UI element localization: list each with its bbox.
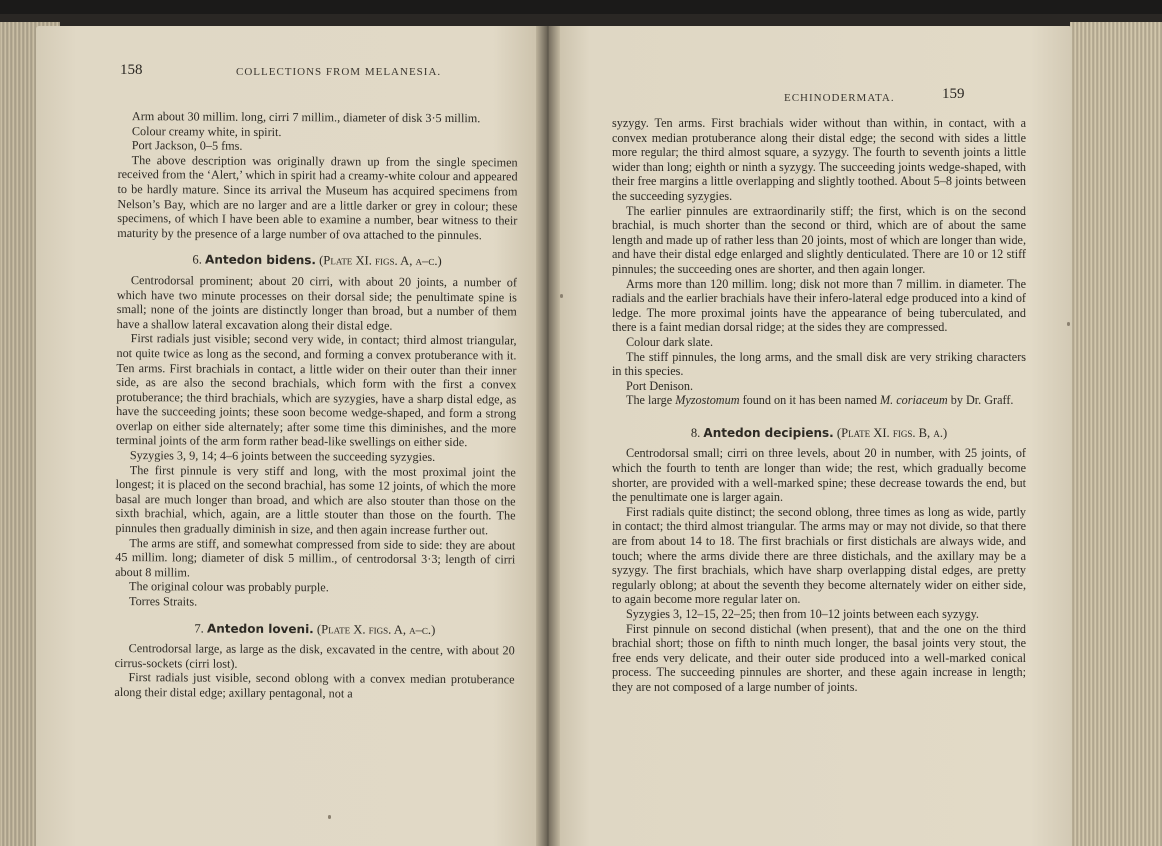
paragraph: Torres Straits. (128, 594, 198, 609)
paragraph: First pinnule on second distichal (when present), that and the one on the third brachial short; those on fifth to ninth much longer, the basal joints very stout, the free ends very delicate, and their outer side produced into a well-marked conical process. The succeeding pinnules are shorter, and these again increase in length; they are not composed of a large number of joints. (612, 621, 1026, 694)
section-heading-8: 8. Antedon decipiens. (Plate XI. figs. B, a.) (690, 425, 948, 440)
paragraph: Colour creamy white, in spirit. (131, 123, 282, 139)
paragraph: The arms are stiff, and somewhat compressed from side to side: they are about 45 millim. long; diameter of disk 5 millim., of centrodorsal 3·3; length of cirri about 8 millim. (115, 535, 516, 580)
paragraph: Arm about 30 millim. long, cirri 7 millim., diameter of disk 3·5 millim. (131, 109, 481, 126)
left-text-column (114, 109, 518, 702)
paragraph: The stiff pinnules, the long arms, and the small disk are very striking characters in this species. (612, 349, 1026, 379)
right-page-edges (1070, 22, 1162, 846)
paragraph: Centrodorsal large, as large as the disk, excavated in the centre, with about 20 cirrus-sockets (cirri lost). (114, 641, 515, 671)
paragraph: The earlier pinnules are extraordinarily stiff; the first, which is on the second brachial, is much shorter than the second or third, which are of about the same length and made up of rather less than 20 joints, most of which are longer than wide, and have their distal edge enlarged and slightly denticulated. There are 10 or 12 stiff pinnules; the succeeding ones are shorter, and then again longer. (612, 203, 1026, 276)
species-name: Antedon bidens. (205, 252, 317, 268)
paragraph: Syzygies 3, 9, 14; 4–6 joints between the succeeding syzygies. (129, 448, 436, 465)
plate-reference: (Plate X. figs. A, a–c.) (316, 621, 436, 637)
paragraph: The original colour was probably purple. (129, 579, 329, 595)
paper-spot (560, 294, 563, 298)
section-heading-6: 6. Antedon bidens. (Plate XI. figs. A, a–c.) (192, 252, 442, 269)
paragraph: Centrodorsal small; cirri on three levels, about 20 in number, with 25 joints, of which the fourth to tenth are longer than wide; the rest, which gradually become shorter, are provided with a well-marked spine; these decrease towards the end, but the penultimate one is larger again. (612, 446, 1026, 505)
paragraph: First radials just visible; second very wide, in contact; third almost triangular, not quite twice as long as the second, and forming a convex protuberance with it. Ten arms. First brachials in contact, a little wider on their outer than their inner side, as are also the second brachials, which form with the first a convex protuberance; the third brachials, which are syzygies, have a sharp distal edge, as have the succeeding joints; these soon become wedge-shaped, and form a strong overlap on either side alternately; after some time this diminishes, and the more terminal joints of the arm form rather bead-like swellings on either side. (115, 331, 517, 450)
right-text-column (612, 116, 1026, 695)
paragraph: Port Jackson, 0–5 fms. (131, 138, 243, 153)
left-running-head: COLLECTIONS FROM MELANESIA. (236, 66, 442, 78)
paragraph: syzygy. Ten arms. First brachials wider without than within, in contact, with a convex median protuberance along their distal edge; the second with sides a little more regular; the third almost square, a syzygy. The fourth to seventh joints a little wider than long; eighth or ninth a syzygy. The succeeding joints wedge-shaped, with their free margins a little overlapping and slightly toothed. About 5–8 joints between the succeeding syzygies. (612, 116, 1026, 203)
paragraph: The first pinnule is very stiff and long, with the most proximal joint the longest; it is placed on the second brachial, has some 12 joints, of which the more basal are much longer than broad, and which are also stouter than those on the sixth brachial, which, again, are a little stouter than those on the fourth. The pinnules then gradually diminish in size, and then again increase further out. (115, 462, 516, 538)
paragraph-myzostomum: The large Myzostomum found on it has been named M. coriaceum by Dr. Graff. (626, 393, 1014, 408)
paper-spot (1067, 322, 1070, 326)
paper-spot (328, 815, 331, 819)
paragraph: Centrodorsal prominent; about 20 cirri, with about 20 joints, a number of which have two minute processes on their dorsal side; the penultimate spine is small; none of the joints are distinctly longer than broad, but a number of them have a shallow lateral excavation along their distal edge. (116, 273, 517, 333)
paragraph: The above description was originally drawn up from the single specimen received from the ‘Alert,’ which in spirit had a creamy-white colour and appeared to be hardly mature. Since its arrival the Museum has acquired specimens from Nelson’s Bay, which are no larger and are a little darker or grey in colour; these specimens, of which I have been able to examine a number, bear witness to their maturity by the presence of a large number of ova attached to the pinnules. (117, 152, 518, 242)
paragraph: First radials quite distinct; the second oblong, three times as long as wide, partly in contact; the third almost triangular. The arms may or may not divide, so that there are from about 14 to 18. The first brachials or first distichals are always wide, and touch; where the arms divide there are three distichals, and the axillary may be a syzygy. The first brachials, which have sharp overlapping distal edges, are pretty regularly oblong; at about the seventh they become alternately wider on either side, to again become more regular later on. (612, 504, 1026, 607)
right-page-number: 159 (942, 86, 965, 102)
left-page-number: 158 (120, 62, 143, 78)
species-name: Antedon decipiens. (703, 425, 834, 440)
species-name: Antedon loveni. (206, 621, 314, 636)
book-gutter (536, 26, 560, 846)
paragraph: Colour dark slate. (626, 334, 713, 349)
plate-reference: (Plate XI. figs. A, a–c.) (319, 253, 442, 269)
paragraph: Syzygies 3, 12–15, 22–25; then from 10–12 joints between each syzygy. (626, 607, 979, 621)
right-running-head: ECHINODERMATA. (784, 92, 895, 104)
plate-reference: (Plate XI. figs. B, a.) (836, 425, 948, 440)
paragraph: Arms more than 120 millim. long; disk not more than 7 millim. in diameter. The radials and the earlier brachials have their infero-lateral edge produced into a kind of ledge. The more proximal joints have the appearance of being tuberculated, and there is a faint median dorsal ridge; at the sides they are compressed. (612, 276, 1026, 335)
section-heading-7: 7. Antedon loveni. (Plate X. figs. A, a–c.) (194, 621, 436, 637)
paragraph: First radials just visible, second oblong with a convex median protuberance along their distal edge; axillary pentagonal, not a (114, 670, 515, 701)
paragraph: Port Denison. (626, 378, 694, 393)
